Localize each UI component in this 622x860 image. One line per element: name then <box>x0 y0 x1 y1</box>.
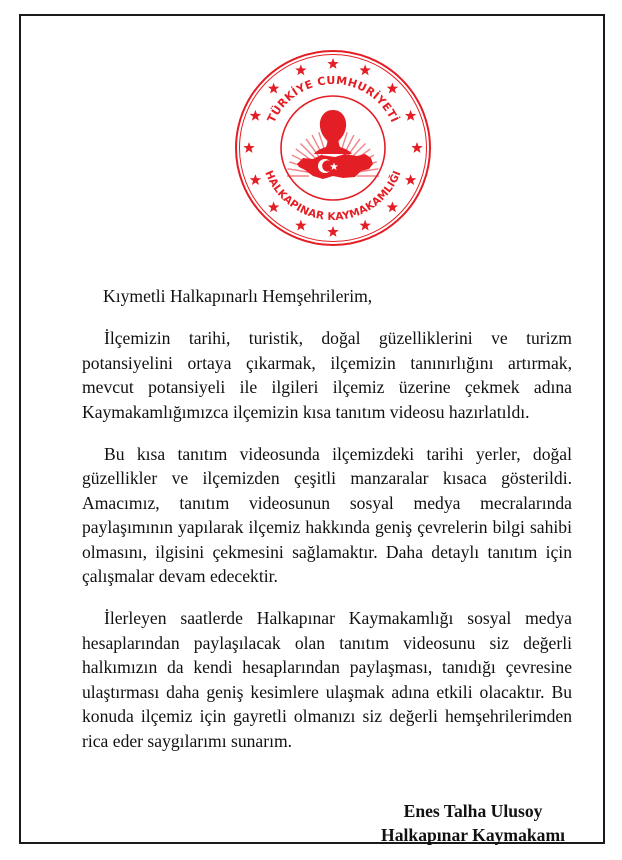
seal-star-icon <box>327 226 338 237</box>
seal-ray <box>300 143 316 159</box>
signature-block <box>381 799 565 847</box>
signer-name: Enes Talha Ulusoy <box>403 801 543 821</box>
signer-title: Halkapınar Kaymakamı <box>381 825 565 845</box>
paragraph-2: Bu kısa tanıtım videosunda ilçemizdeki tarihi yerler, doğal güzellikler ve ilçemizden çeşitli manzaralar kısaca gösterildi. Amacımız, tanıtım videosunun sosyal medya mecralarında paylaşımının yapılarak ilçemiz hakkında geniş çevrelerin bilgi sahibi olmasını, ilgisini çekmesini sağlamaktır. Daha detaylı tanıtım için çalışmalar devam edecektir. <box>82 444 572 587</box>
letter-body <box>82 284 572 771</box>
seal-star-icon <box>387 201 398 212</box>
seal-star-icon <box>359 64 370 75</box>
salutation: Kıymetli Halkapınarlı Hemşehrilerim, <box>103 286 373 306</box>
seal-star-icon <box>411 142 422 153</box>
seal-star-icon <box>243 142 254 153</box>
seal-star-icon <box>268 201 279 212</box>
seal-star-icon <box>295 220 306 231</box>
seal-star-icon <box>327 58 338 69</box>
seal-star-icon <box>250 174 261 185</box>
paragraph-1: İlçemizin tarihi, turistik, doğal güzelliklerini ve turizm potansiyelini ortaya çıkarmak, ilçemizin tanınırlığını artırmak, mevcut potansiyeli ile ilgileri ilçemiz üzerine çekmek adına Kaymakamlığımızca ilçemizin kısa tanıtım videosu hazırlatıldı. <box>82 328 572 422</box>
seal-star-icon <box>250 110 261 121</box>
seal-star-icon <box>405 110 416 121</box>
seal-star-icon <box>359 220 370 231</box>
letter-page <box>19 14 605 844</box>
seal-bottom-text: HALKAPINAR KAYMAKAMLIĞI <box>262 168 404 224</box>
seal-star-icon <box>405 174 416 185</box>
seal-star-icon <box>295 64 306 75</box>
seal-star-icon <box>268 83 279 94</box>
seal-star-icon <box>387 83 398 94</box>
kaymakamlik-seal <box>233 48 433 248</box>
seal-top-text: TÜRKİYE CUMHURİYETİ <box>264 73 402 125</box>
paragraph-3: İlerleyen saatlerde Halkapınar Kaymakamlığı sosyal medya hesaplarından paylaşılacak olan tanıtım videosunu siz değerli halkımızın da kendi hesaplarından paylaşması, tanıdığı çevresine ulaştırması daha geniş kesimlere ulaşmak adına etkili olacaktır. Bu konuda ilçemiz için gayretli olmanızı siz değerli hemşehrilerimden rica eder saygılarımı sunarım. <box>82 608 572 751</box>
